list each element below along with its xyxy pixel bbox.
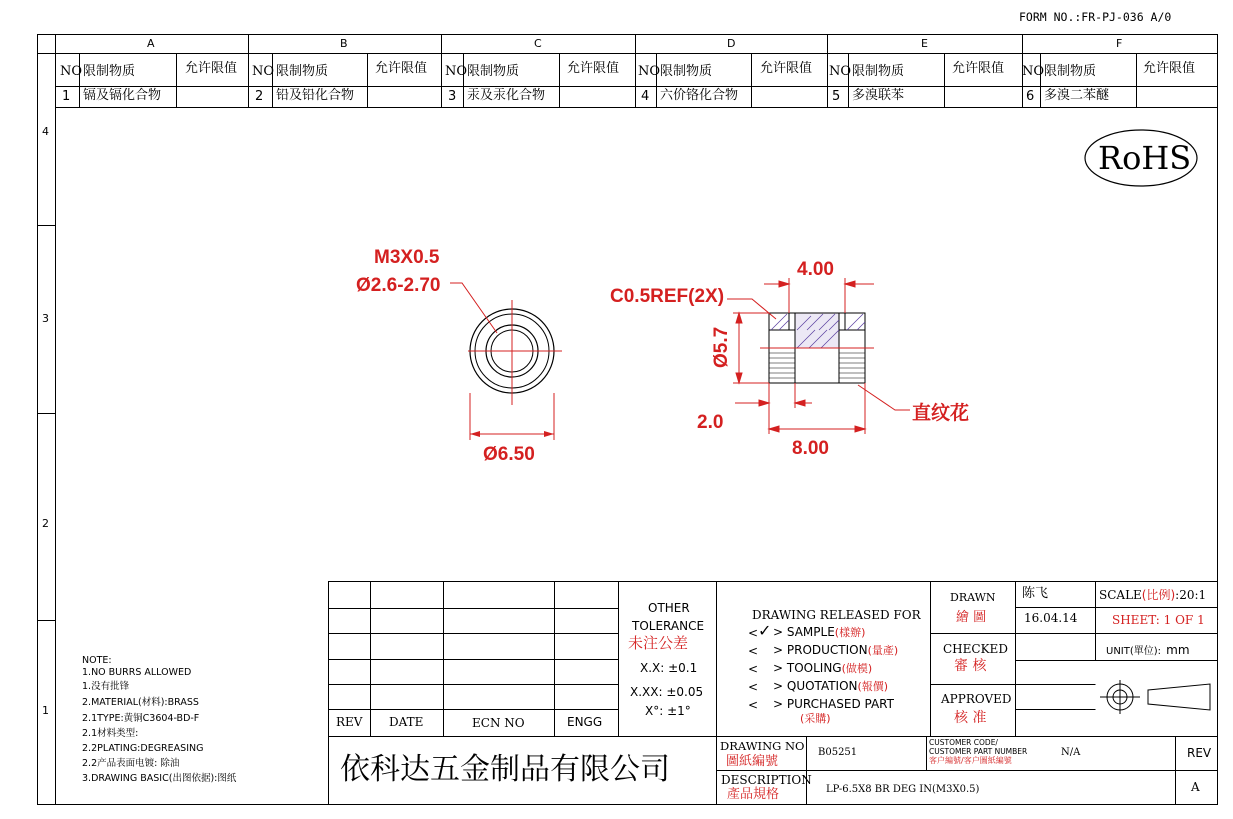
- customer-label-2: CUSTOMER PART NUMBER: [929, 747, 1028, 756]
- header-no: NO: [60, 64, 83, 79]
- unit: [1106, 641, 1190, 657]
- checked-label: CHECKED: [943, 642, 1008, 656]
- drawn-date: 16.04.14: [1024, 611, 1078, 625]
- header-no: NO: [829, 64, 852, 79]
- header-substance: 限制物质: [467, 64, 520, 79]
- width-top-label: 4.00: [797, 259, 834, 280]
- drawn-label: DRAWN: [950, 591, 996, 604]
- drawing-no-label: DRAWING NO: [720, 739, 805, 753]
- unit-value: mm: [1166, 643, 1190, 657]
- note-line: 1.NO BURRS ALLOWED: [82, 667, 192, 678]
- chamfer-label: C0.5REF(2X): [610, 286, 725, 307]
- substance-no: 1: [62, 89, 71, 104]
- zone-row-3: 3: [42, 312, 49, 325]
- zone-column-d: D: [727, 37, 736, 50]
- customer-label-cn: 客户編號/客户圖紙編號: [929, 756, 1012, 765]
- substance-no: 3: [448, 89, 457, 104]
- approved-label-cn: 核 准: [954, 710, 987, 726]
- engg-header: ENGG: [567, 715, 603, 729]
- drawn-name: 陈飞: [1022, 586, 1049, 601]
- scale-label-cn: (比例): [1141, 588, 1176, 602]
- header-limit: 允许限值: [375, 61, 428, 76]
- customer-value: N/A: [1061, 747, 1081, 758]
- inner-diameter-label: Ø2.6-2.70: [356, 275, 441, 296]
- header-no: NO: [1022, 64, 1045, 79]
- substance-name: 六价铬化合物: [660, 88, 739, 103]
- zone-row-1: 1: [42, 704, 49, 717]
- header-substance: 限制物质: [83, 64, 136, 79]
- header-limit: 允许限值: [952, 61, 1005, 76]
- drawn-label-cn: 繪 圖: [956, 610, 987, 625]
- front-view: [450, 283, 562, 440]
- release-tooling: > TOOLING: [773, 661, 842, 675]
- note-line: 3.DRAWING BASIC(出图依据):图纸: [82, 773, 237, 784]
- zone-column-a: A: [147, 37, 155, 50]
- header-limit: 允许限值: [1143, 61, 1196, 76]
- rev-header: REV: [336, 715, 363, 729]
- form-number: FORM NO.:FR-PJ-036 A/0: [1019, 10, 1172, 24]
- header-substance: 限制物质: [852, 64, 905, 79]
- date-header: DATE: [389, 715, 424, 729]
- outer-diameter-label: Ø6.50: [483, 444, 535, 465]
- release-title: DRAWING RELEASED FOR: [752, 608, 921, 622]
- header-no: NO: [638, 64, 661, 79]
- unit-label: UNIT(單位):: [1106, 646, 1162, 657]
- sheet: SHEET: 1 OF 1: [1112, 613, 1205, 627]
- note-line: 2.2产品表面电镀: 除油: [82, 758, 180, 769]
- total-length-label: 8.00: [792, 438, 829, 459]
- release-mark: <: [748, 698, 759, 712]
- substance-no: 2: [255, 89, 264, 104]
- header-no: NO: [445, 64, 468, 79]
- zone-row-2: 2: [42, 517, 49, 530]
- zone-column-b: B: [340, 37, 348, 50]
- zone-column-c: C: [534, 37, 542, 50]
- release-mark: <: [748, 662, 759, 676]
- note-line: 2.MATERIAL(材料):BRASS: [82, 697, 199, 708]
- zone-row-4: 4: [42, 125, 49, 138]
- left-length-label: 2.0: [697, 412, 724, 433]
- rev-label: REV: [1187, 746, 1212, 760]
- projection-symbol: [1100, 680, 1210, 714]
- tolerance-deg: X°: ±1°: [645, 704, 691, 718]
- drawing-no-value: B05251: [818, 747, 858, 758]
- scale-label: SCALE: [1099, 588, 1142, 602]
- substance-no: 5: [832, 89, 841, 104]
- substance-name: 铅及铅化合物: [276, 88, 355, 103]
- note-line: 1.没有批锋: [82, 681, 130, 692]
- description-label-cn: 產品規格: [727, 787, 780, 802]
- notes-title: NOTE:: [82, 655, 112, 666]
- substance-no: 6: [1026, 89, 1035, 104]
- header-substance: 限制物质: [276, 64, 329, 79]
- release-sample-cn: (樣辦): [834, 626, 866, 639]
- release-production: > PRODUCTION: [773, 643, 868, 657]
- zone-column-e: E: [921, 37, 928, 50]
- note-line: 2.1材料类型:: [82, 728, 139, 739]
- release-purchased-cn: (采購): [800, 712, 831, 725]
- customer-label: CUSTOMER CODE/: [929, 738, 998, 747]
- scale-value: :20:1: [1175, 588, 1207, 602]
- header-no: NO: [252, 64, 275, 79]
- tolerance-title-cn: 未注公差: [628, 634, 689, 652]
- rohs-mark: RoHS: [1098, 139, 1192, 177]
- note-line: 2.2PLATING:DEGREASING: [82, 743, 204, 754]
- approved-label: APPROVED: [941, 692, 1012, 706]
- tolerance-x-xx: X.XX: ±0.05: [630, 685, 704, 699]
- substance-name: 汞及汞化合物: [467, 88, 546, 103]
- zone-column-f: F: [1116, 37, 1123, 50]
- rev-value: A: [1191, 780, 1200, 794]
- substance-name: 多溴联苯: [852, 88, 905, 103]
- checked-label-cn: 審 核: [954, 658, 987, 674]
- ecn-header: ECN NO: [472, 716, 525, 730]
- scale: [1099, 589, 1206, 601]
- header-limit: 允许限值: [185, 61, 238, 76]
- drawing-no-label-cn: 圖紙編號: [726, 754, 779, 769]
- release-production-cn: (量產): [867, 644, 899, 657]
- tolerance-title-2: TOLERANCE: [632, 619, 705, 633]
- side-dimensions: [727, 278, 910, 434]
- release-mark: <: [748, 626, 759, 640]
- release-quotation-cn: (報價): [857, 680, 889, 693]
- description-value: LP-6.5X8 BR DEG IN(M3X0.5): [826, 784, 980, 795]
- tolerance-title: OTHER: [648, 601, 690, 615]
- company-name: 依科达五金制品有限公司: [340, 752, 670, 787]
- thread-label: M3X0.5: [374, 247, 440, 268]
- substance-no: 4: [641, 89, 650, 104]
- substance-name: 多溴二苯醚: [1044, 88, 1110, 103]
- release-purchased: > PURCHASED PART: [773, 697, 894, 711]
- substance-name: 镉及镉化合物: [83, 88, 162, 103]
- description-label: DESCRIPTION: [721, 773, 812, 787]
- release-check: ✓: [758, 621, 772, 640]
- header-substance: 限制物质: [660, 64, 713, 79]
- release-mark: <: [748, 644, 759, 658]
- body-diameter-label: Ø5.7: [711, 326, 732, 368]
- release-mark: <: [748, 680, 759, 694]
- knurl-note-label: 直纹花: [912, 403, 970, 424]
- side-view: [760, 313, 874, 383]
- release-sample: > SAMPLE: [773, 625, 835, 639]
- header-limit: 允许限值: [760, 61, 813, 76]
- release-tooling-cn: (做模): [841, 662, 873, 675]
- header-limit: 允许限值: [567, 61, 620, 76]
- release-quotation: > QUOTATION: [773, 679, 858, 693]
- header-substance: 限制物质: [1044, 64, 1097, 79]
- note-line: 2.1TYPE:黄铜C3604-BD-F: [82, 713, 200, 724]
- tolerance-x-x: X.X: ±0.1: [640, 661, 698, 675]
